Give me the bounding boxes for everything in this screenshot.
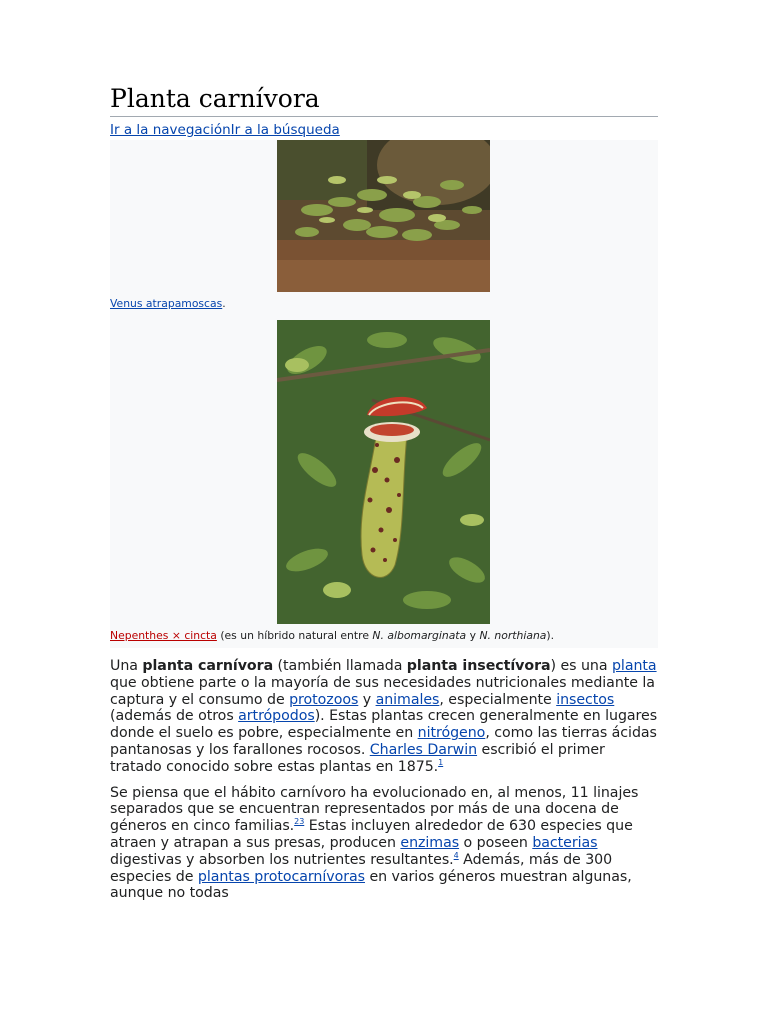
- link-insectos[interactable]: insectos: [556, 691, 615, 708]
- skip-links: [110, 120, 658, 140]
- paragraph-intro: Una planta carnívora (también llamada planta insectívora) es una planta que obtiene parte o la mayoría de sus necesidades nutricionales mediante la captura y el consumo de protozoos y animales, especialmente insectos (además de otros artrópodos). Estas plantas crecen generalmente en lugares donde el suelo es pobre, especialmente en nitrógeno, como las tierras ácidas pantanosas y los farallones rocosos. Charles Darwin escribió el primer tratado conocido sobre estas plantas en 1875.$^1$: [110, 658, 658, 775]
- link-nitrogeno[interactable]: nitrógeno: [417, 725, 486, 742]
- reference-23[interactable]: 23: [294, 817, 305, 827]
- caption-italic: N. albomarginata: [372, 629, 467, 642]
- caption-text: ).: [546, 629, 555, 642]
- caption-text: .: [222, 297, 226, 310]
- page-title: Planta carnívora: [110, 84, 320, 113]
- caption-link-venus[interactable]: Venus atrapamoscas: [110, 297, 223, 310]
- link-plantas-protocarnivoras[interactable]: plantas protocarnívoras: [197, 868, 365, 885]
- caption-italic: N. northiana: [479, 629, 547, 642]
- figure-caption: [110, 629, 554, 643]
- caption-text: y: [466, 629, 480, 642]
- figure-caption: [110, 297, 226, 311]
- caption-link-nepenthes[interactable]: Nepenthes × cincta: [110, 629, 217, 642]
- reference-4[interactable]: 4: [453, 850, 459, 860]
- skip-to-navigation-link[interactable]: Ir a la navegación: [110, 122, 231, 138]
- reference-1[interactable]: 1: [438, 757, 444, 767]
- venus-flytrap-image: [277, 140, 490, 292]
- paragraph-evolution: Se piensa que el hábito carnívoro ha evolucionado en, al menos, 11 linajes separados que se encuentran representados por más de una docena de géneros en cinco familias.$^{23}$ Estas incluyen alrededor de 630 especies que atraen y atrapan a sus presas, producen enzimas o poseen bacterias digestivas y absorben los nutrientes resultantes.$^4$ Además, más de 300 especies de plantas protocarnívoras en varios géneros muestran algunas, aunque no todas: [110, 784, 639, 902]
- article: [110, 82, 658, 902]
- link-charles-darwin[interactable]: Charles Darwin: [369, 741, 478, 758]
- caption-text: (es un híbrido natural entre: [216, 629, 373, 642]
- skip-to-search-link[interactable]: Ir a la búsqueda: [230, 122, 340, 138]
- figure-venus: [110, 140, 658, 648]
- nepenthes-image: [277, 320, 490, 624]
- bold-term: planta insectívora: [406, 658, 551, 674]
- link-enzimas[interactable]: enzimas: [400, 834, 460, 851]
- bold-term: planta carnívora: [142, 658, 274, 674]
- link-protozoos[interactable]: protozoos: [289, 691, 359, 708]
- title-divider: [110, 116, 658, 117]
- link-artropodos[interactable]: artrópodos: [238, 708, 315, 725]
- link-bacterias[interactable]: bacterias: [532, 834, 598, 851]
- link-animales[interactable]: animales: [375, 691, 440, 708]
- link-planta[interactable]: planta: [611, 658, 657, 674]
